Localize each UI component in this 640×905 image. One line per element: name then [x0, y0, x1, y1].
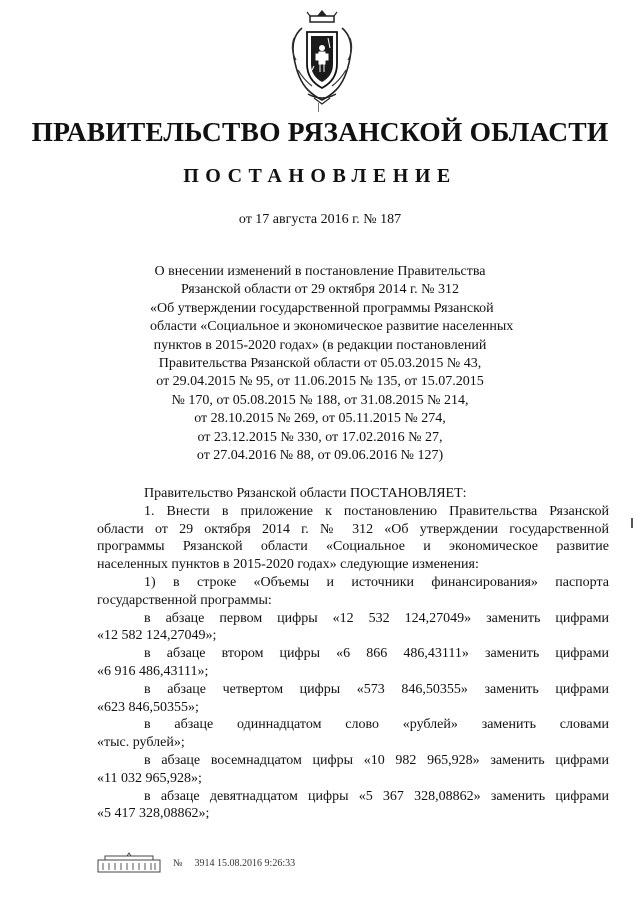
- subject-line: области «Социальное и экономическое развитие населенных: [150, 319, 514, 335]
- subject-line: Рязанской области от 29 октября 2014 г. № 312: [180, 282, 460, 298]
- scan-artifact: [631, 518, 633, 528]
- body-line: «623 846,50355»;: [97, 699, 199, 715]
- subject-line: от 28.10.2015 № 269, от 05.11.2015 № 274,: [194, 411, 446, 427]
- body-line: в абзаце девятнадцатом цифры «5 367 328,08862» заменить цифрами: [144, 788, 609, 804]
- body-line: «12 582 124,27049»;: [97, 628, 217, 644]
- body-line: «тыс. рублей»;: [97, 735, 185, 751]
- scan-artifact: [318, 103, 319, 112]
- subject-line: О внесении изменений в постановление Правительства: [154, 264, 486, 279]
- coat-of-arms-emblem: [288, 8, 356, 108]
- document-date-number: от 17 августа 2016 г. № 187: [238, 212, 402, 227]
- document-type: ПОСТАНОВЛЕНИЕ: [183, 165, 457, 187]
- body-line: «6 916 486,43111»;: [97, 663, 209, 679]
- subject-line: Правительства Рязанской области от 05.03.2015 № 43,: [158, 356, 482, 372]
- registration-footer: [97, 852, 417, 874]
- body-line: в абзаце четвертом цифры «573 846,50355» заменить цифрами: [144, 681, 609, 697]
- registration-mark: №: [173, 857, 183, 869]
- body-line: государственной программы:: [97, 592, 272, 608]
- subject-line: от 27.04.2016 № 88, от 09.06.2016 № 127): [196, 448, 444, 464]
- government-title: ПРАВИТЕЛЬСТВО РЯЗАНСКОЙ ОБЛАСТИ: [31, 116, 609, 147]
- body-line: в абзаце первом цифры «12 532 124,27049» заменить цифрами: [144, 610, 609, 626]
- document-subject: [150, 263, 514, 465]
- body-line: в абзаце втором цифры «6 866 486,43111» заменить цифрами: [144, 646, 609, 662]
- body-line: программы Рязанской области «Социальное и экономическое развитие: [97, 539, 609, 555]
- body-line: области от 29 октября 2014 г. № 312 «Об утверждении государственной: [97, 521, 609, 537]
- subject-line: пунктов в 2015-2020 годах» (в редакции постановлений: [153, 337, 487, 353]
- registry-stamp-icon: [97, 852, 161, 874]
- document-body: [97, 485, 609, 823]
- subject-line: от 29.04.2015 № 95, от 11.06.2015 № 135, от 15.07.2015: [156, 374, 484, 390]
- resolves-line: Правительство Рязанской области ПОСТАНОВЛЯЕТ:: [144, 486, 467, 501]
- body-line: «11 032 965,928»;: [97, 770, 202, 786]
- body-line: 1) в строке «Объемы и источники финансирования» паспорта: [144, 574, 609, 590]
- body-line: населенных пунктов в 2015-2020 годах» следующие изменения:: [97, 557, 479, 573]
- body-line: в абзаце одиннадцатом слово «рублей» заменить словами: [144, 717, 609, 733]
- body-line: «5 417 328,08862»;: [97, 806, 210, 822]
- registration-stamp-text: 3914 15.08.2016 9:26:33: [194, 857, 296, 869]
- body-line: 1. Внести в приложение к постановлению Правительства Рязанской: [144, 503, 609, 519]
- body-line: в абзаце восемнадцатом цифры «10 982 965,928» заменить цифрами: [144, 752, 609, 768]
- subject-line: № 170, от 05.08.2015 № 188, от 31.08.2015 № 214,: [171, 392, 469, 408]
- subject-line: от 23.12.2015 № 330, от 17.02.2016 № 27,: [197, 429, 443, 445]
- subject-line: «Об утверждении государственной программы Рязанской: [150, 300, 494, 316]
